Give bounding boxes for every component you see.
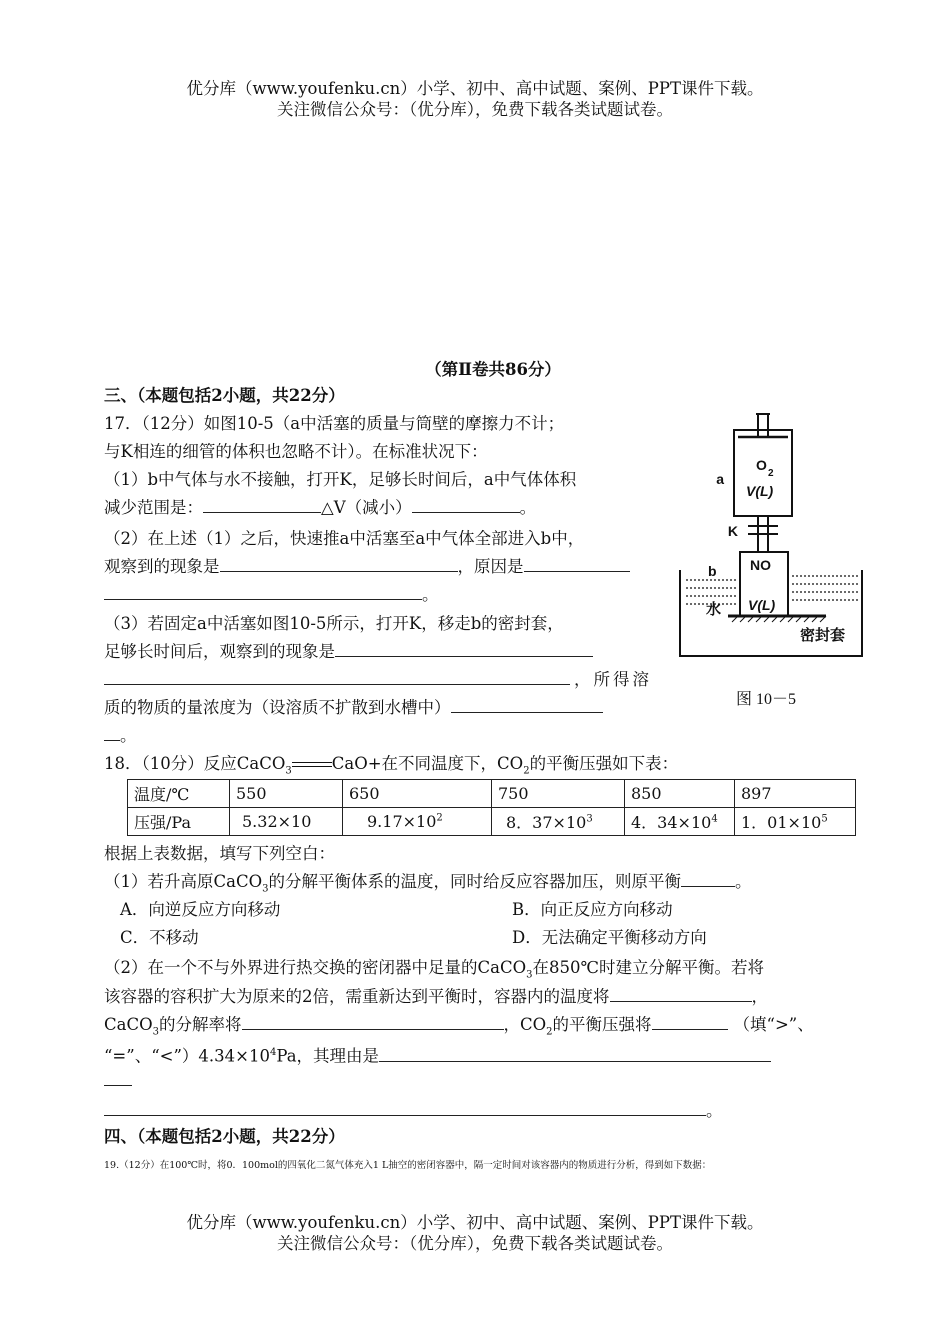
fig-label-no: NO: [750, 557, 771, 573]
q18-l7-sup: 4: [269, 1047, 277, 1058]
part4-heading: 四、（本题包括2小题，共22分）: [104, 1127, 345, 1146]
q17-blank-reason-cont[interactable]: [104, 583, 422, 600]
q17-line-9: [104, 640, 593, 664]
q17-l6-text-b: ，原因是: [457, 557, 524, 576]
q18-blank-temperature[interactable]: [610, 985, 752, 1002]
q18-l5-text-c: ，: [751, 987, 768, 1006]
q18-l1-text-a: 18．（10分）反应CaCO: [104, 754, 286, 773]
q18-l1-sub-a: 3: [285, 765, 292, 777]
q18-option-a: A．向逆反应方向移动: [120, 900, 281, 919]
q18-line-8: [104, 1069, 132, 1093]
q18-l7-text-a: “=”、“<”）4.34×10: [104, 1046, 270, 1066]
q18-line-9: [104, 1099, 723, 1123]
equilibrium-arrow-icon: [292, 760, 332, 770]
q17-line-11: [104, 696, 603, 720]
table-cell: [625, 808, 735, 836]
q17-l7-text-c: 。: [422, 585, 439, 604]
q17-line-6: [104, 555, 630, 579]
table-cell: 897: [735, 780, 856, 808]
cylinder-a: [734, 430, 792, 516]
q18-l4-text-a: （2）在一个不与外界进行热交换的密闭器中足量的CaCO: [104, 958, 527, 977]
q17-l10-text-b: ，所得溶: [574, 670, 652, 689]
table-exponent: 4: [711, 813, 718, 825]
q17-line-5: （2）在上述（1）之后，快速推a中活塞至a中气体全部进入b中，: [104, 529, 585, 548]
table-value: 4．34×10: [631, 813, 712, 832]
footer-line-1: 优分库（www.youfenku.cn）小学、初中、高中试题、案例、PPT课件下载。: [186, 1213, 764, 1232]
q18-l3-text-a: （1）若升高原CaCO: [104, 872, 263, 891]
q18-line-6: [104, 1013, 814, 1044]
q17-l12-text-c: 。: [120, 726, 137, 745]
q17-l4-text-c: 。: [519, 498, 537, 517]
q18-l6-text-d: 的平衡压强将: [552, 1015, 652, 1034]
q17-l9-text-a: 足够长时间后，观察到的现象是: [104, 642, 335, 661]
table-cell: [230, 808, 343, 836]
q18-l1-text-c: 的平衡压强如下表：: [529, 754, 679, 773]
q18-l1-sub-b: 2: [523, 765, 530, 777]
q17-l6-text-a: 观察到的现象是: [104, 557, 220, 576]
q17-line-8: （3）若固定a中活塞如图10-5所示，打开K，移走b的密封套，: [104, 614, 564, 633]
figure-10-5: [676, 410, 872, 720]
fig-label-seal: 密封套: [800, 627, 846, 644]
q18-l3-sub: 3: [262, 883, 269, 895]
fig-label-b: b: [708, 563, 717, 579]
q18-l9-text-c: 。: [706, 1101, 723, 1120]
table-value: 9.17×10: [367, 812, 437, 831]
q18-l4-sub: 3: [526, 969, 533, 981]
table-exponent: 3: [586, 813, 593, 825]
q17-blank-volume-low[interactable]: [203, 496, 321, 513]
q17-blank-volume-high[interactable]: [412, 496, 520, 513]
q18-l6-text-c: ，CO: [503, 1015, 547, 1034]
q17-line-10: [104, 668, 652, 692]
part3-heading: 三、（本题包括2小题，共22分）: [104, 386, 345, 405]
fig-label-water: 水: [706, 601, 722, 618]
q18-l6-sub-a: 3: [152, 1026, 159, 1038]
q18-line-2: 根据上表数据，填写下列空白：: [104, 844, 335, 863]
table-row-temperature: [128, 780, 856, 808]
table-header-cell: 压强/Pa: [128, 808, 230, 836]
fig-label-vl-bottom: V(L): [748, 597, 776, 613]
table-cell: 650: [343, 780, 492, 808]
q18-l6-sub-c: 2: [546, 1026, 553, 1038]
footer-line-2: 关注微信公众号：（优分库），免费下载各类试题试卷。: [277, 1234, 673, 1253]
q17-l11-text-a: 质的物质的量浓度为（设溶质不扩散到水槽中）: [104, 698, 451, 717]
fig-label-a: a: [716, 471, 724, 487]
q18-line-4: [104, 956, 764, 987]
fig-label-k: K: [727, 523, 738, 539]
q18-blank-reason-cont[interactable]: [104, 1069, 132, 1086]
q17-line-7: [104, 583, 439, 607]
table-cell: 550: [230, 780, 343, 808]
q18-blank-pressure-compare[interactable]: [652, 1013, 728, 1030]
fig-label-o2-sub: 2: [768, 468, 774, 479]
table-header-cell: 温度/℃: [128, 780, 230, 808]
q18-line-3: [104, 870, 752, 901]
table-exponent: 2: [436, 812, 443, 824]
q18-blank-decomposition-rate[interactable]: [242, 1013, 504, 1030]
fig-label-o2: O: [756, 457, 767, 473]
q17-line-2: 与K相连的细管的体积也忽略不计）。在标准状况下：: [104, 442, 488, 461]
q17-blank-reason[interactable]: [524, 555, 630, 572]
table-cell: [735, 808, 856, 836]
q17-line-4: [104, 496, 536, 520]
q17-blank-concentration[interactable]: [451, 696, 603, 713]
q17-line-12: [104, 724, 137, 748]
header-line-2: 关注微信公众号：（优分库），免费下载各类试题试卷。: [277, 100, 673, 119]
q17-blank-phenomenon[interactable]: [220, 555, 458, 572]
q18-l5-text-a: 该容器的容积扩大为原来的2倍，需重新达到平衡时，容器内的温度将: [104, 987, 610, 1006]
q18-blank-reason[interactable]: [379, 1045, 771, 1062]
table-value: 5.32×10: [242, 812, 312, 831]
table-row-pressure: [128, 808, 856, 836]
q17-line-1: 17．（12分）如图10-5（a中活塞的质量与筒壁的摩擦力不计；: [104, 414, 565, 433]
table-cell: [343, 808, 492, 836]
q18-l3-text-c: 。: [735, 872, 752, 891]
q18-l7-text-b: Pa，其理由是: [276, 1046, 380, 1066]
section-title: （第Ⅱ卷共86分）: [425, 360, 561, 379]
q18-l3-text-b: 的分解平衡体系的温度，同时给反应容器加压，则原平衡: [268, 872, 681, 891]
q18-blank-equilibrium[interactable]: [681, 870, 735, 887]
table-value: 1．01×10: [741, 813, 822, 832]
q18-l4-text-b: 在850℃时建立分解平衡。若将: [532, 958, 764, 977]
q18-l6-text-e: （填“>”、: [733, 1015, 814, 1034]
q18-l1-text-b: CaO+在不同温度下，CO: [331, 754, 524, 773]
q17-l4-text-b: △V（减小）: [321, 498, 412, 517]
pressure-table: [127, 779, 856, 836]
table-cell: 850: [625, 780, 735, 808]
q18-l6-text-b: 的分解率将: [159, 1015, 242, 1034]
q19-intro: 19.（12分）在100℃时，将0．100mol的四氧化二氮气体充入1 L抽空的密闭容器中，隔一定时间对该容器内的物质进行分析，得到如下数据：: [104, 1160, 712, 1171]
table-exponent: 5: [821, 813, 828, 825]
q17-blank-concentration-cont[interactable]: [104, 724, 120, 741]
fig-label-vl-top: V(L): [746, 483, 774, 499]
q18-option-c: C．不移动: [120, 928, 199, 947]
q17-line-3: （1）b中气体与水不接触，打开K，足够长时间后，a中气体体积: [104, 470, 577, 489]
table-cell: [492, 808, 625, 836]
header-line-1: 优分库（www.youfenku.cn）小学、初中、高中试题、案例、PPT课件下载。: [186, 79, 764, 98]
q18-line-5: [104, 985, 768, 1009]
table-cell: 750: [492, 780, 625, 808]
q18-line-7: [104, 1041, 771, 1069]
q17-l4-text-a: 减少范围是：: [104, 498, 203, 517]
q17-blank-observation-cont[interactable]: [104, 668, 570, 685]
q18-l6-text-a: CaCO: [104, 1015, 153, 1034]
q18-option-b: B．向正反应方向移动: [512, 900, 673, 919]
q18-option-d: D．无法确定平衡移动方向: [512, 928, 707, 947]
q18-blank-reason-cont-2[interactable]: [104, 1099, 706, 1116]
fig-caption: 图 10－5: [735, 691, 797, 708]
q17-blank-observation[interactable]: [335, 640, 593, 657]
table-value: 8．37×10: [506, 813, 587, 832]
